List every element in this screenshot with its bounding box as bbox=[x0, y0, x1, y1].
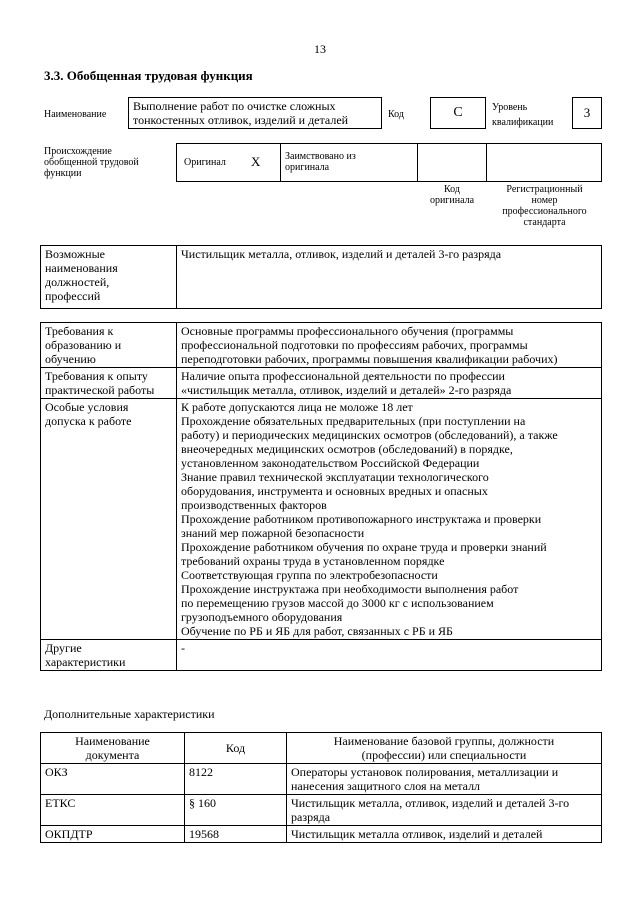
code-original-caption-line-1: Код bbox=[444, 184, 460, 195]
code-original-caption bbox=[417, 184, 487, 206]
header-doc-line-2: документа bbox=[85, 748, 140, 762]
admission-line: Прохождение работником противопожарного инструктажа и проверки bbox=[181, 512, 542, 526]
code-cell: 19568 bbox=[185, 826, 287, 843]
additional-title: Дополнительные характеристики bbox=[44, 707, 215, 721]
level-value: 3 bbox=[583, 105, 591, 120]
origin-divider-3 bbox=[486, 143, 487, 182]
admission-line: установленном законодательством Российской Федерации bbox=[181, 456, 480, 470]
name-cell-line: Чистильщик металла, отливок, изделий и деталей 3-го bbox=[291, 796, 570, 810]
level-label-line-1: Уровень bbox=[492, 102, 528, 113]
admission-line: Прохождение обязательных предварительных (при поступлении на bbox=[181, 414, 526, 428]
origin-label bbox=[44, 146, 139, 179]
name-cell-line: разряда bbox=[291, 810, 331, 824]
admission-line: требований охраны труда в установленном порядке bbox=[181, 554, 445, 568]
other-label-line-1: Другие bbox=[45, 641, 82, 655]
admission-value bbox=[177, 399, 602, 640]
level-label bbox=[492, 102, 553, 128]
doc-cell: ОКЗ bbox=[41, 764, 185, 795]
additional-table bbox=[40, 732, 602, 843]
admission-line: знаний мер пожарной безопасности bbox=[181, 526, 365, 540]
admission-line: Знание правил технической эксплуатации технологического bbox=[181, 470, 489, 484]
education-label-line-3: обучению bbox=[45, 352, 96, 366]
name-cell-line: нанесения защитного слоя на металл bbox=[291, 779, 481, 793]
registration-caption-line-4: стандарта bbox=[523, 217, 566, 228]
admission-line: оборудования, инструмента и основных вредных и опасных bbox=[181, 484, 488, 498]
borrowed-label-line-1: Заимствовано из bbox=[285, 151, 356, 162]
requirements-table bbox=[40, 322, 602, 671]
admission-line: по перемещению грузов массой до 3000 кг с использованием bbox=[181, 596, 494, 610]
experience-value-line-1: Наличие опыта профессиональной деятельности по профессии bbox=[181, 369, 505, 383]
admission-line: производственных факторов bbox=[181, 498, 327, 512]
header-name-line-1: Наименование базовой группы, должности bbox=[333, 734, 555, 748]
section-title: 3.3. Обобщенная трудовая функция bbox=[44, 68, 253, 83]
admission-line: Обучение по РБ и ЯБ для работ, связанных с РБ и ЯБ bbox=[181, 624, 453, 638]
header-code: Код bbox=[185, 733, 287, 764]
name-cell-line: Чистильщик металла отливок, изделий и деталей bbox=[291, 827, 543, 841]
original-mark: X bbox=[251, 154, 261, 169]
positions-label-line-2: наименования bbox=[45, 261, 118, 275]
other-value-line-1: - bbox=[181, 641, 185, 655]
doc-cell: ЕТКС bbox=[41, 795, 185, 826]
admission-line: работу) и периодических медицинских осмотров (обследований), а также bbox=[181, 428, 558, 442]
education-label-line-1: Требования к bbox=[45, 324, 114, 338]
admission-label-line-1: Особые условия bbox=[45, 400, 129, 414]
admission-line: внеочередных медицинских осмотров (обследований) в порядке, bbox=[181, 442, 513, 456]
origin-label-line-1: Происхождение bbox=[44, 146, 112, 157]
other-label bbox=[41, 640, 177, 671]
table-row bbox=[41, 795, 602, 826]
education-value-line-1: Основные программы профессионального обучения (программы bbox=[181, 324, 514, 338]
experience-label-line-1: Требования к опыту bbox=[45, 369, 148, 383]
table-row bbox=[41, 640, 602, 671]
header-doc-line-1: Наименование bbox=[75, 734, 150, 748]
other-label-line-2: характеристики bbox=[45, 655, 126, 669]
table-row bbox=[41, 399, 602, 640]
code-value-box bbox=[430, 97, 486, 129]
name-cell-line: Операторы установок полирования, металлизации и bbox=[291, 765, 559, 779]
origin-divider-1 bbox=[280, 143, 281, 182]
education-value-line-2: профессиональной подготовки по профессиям рабочих, программы bbox=[181, 338, 528, 352]
table-row bbox=[41, 764, 602, 795]
registration-caption-line-1: Регистрационный bbox=[506, 184, 583, 195]
admission-line: Прохождение работником обучения по охране труда и проверки знаний bbox=[181, 540, 547, 554]
header-name bbox=[287, 733, 602, 764]
name-cell bbox=[287, 795, 602, 826]
header-name-line-2: (профессии) или специальности bbox=[361, 748, 527, 762]
admission-line: грузоподъемного оборудования bbox=[181, 610, 343, 624]
registration-caption bbox=[487, 184, 602, 228]
table-row bbox=[41, 826, 602, 843]
header-doc bbox=[41, 733, 185, 764]
function-name-line-1: Выполнение работ по очистке сложных bbox=[133, 99, 336, 113]
experience-value bbox=[177, 368, 602, 399]
level-label-line-2: квалификации bbox=[492, 117, 554, 128]
positions-table bbox=[40, 245, 602, 309]
doc-cell: ОКПДТР bbox=[41, 826, 185, 843]
table-row bbox=[41, 368, 602, 399]
education-value bbox=[177, 323, 602, 368]
page-number: 13 bbox=[314, 42, 326, 56]
positions-label-line-4: профессий bbox=[45, 289, 101, 303]
table-header-row bbox=[41, 733, 602, 764]
admission-label-line-2: допуска к работе bbox=[45, 414, 132, 428]
origin-label-line-3: функции bbox=[44, 168, 82, 179]
origin-divider-2 bbox=[417, 143, 418, 182]
name-cell bbox=[287, 764, 602, 795]
level-value-box bbox=[572, 97, 602, 129]
origin-label-line-2: обобщенной трудовой bbox=[44, 157, 139, 168]
admission-line: Соответствующая группа по электробезопасности bbox=[181, 568, 438, 582]
positions-value: Чистильщик металла, отливок, изделий и деталей 3-го разряда bbox=[177, 246, 602, 309]
borrowed-label bbox=[285, 151, 356, 173]
positions-label-line-1: Возможные bbox=[45, 247, 105, 261]
education-value-line-3: переподготовки рабочих, программы повышения квалификации рабочих) bbox=[181, 352, 558, 366]
code-cell: § 160 bbox=[185, 795, 287, 826]
positions-label bbox=[41, 246, 177, 309]
experience-label-line-2: практической работы bbox=[45, 383, 155, 397]
function-name-box bbox=[128, 97, 382, 129]
origin-table bbox=[176, 143, 602, 182]
other-value bbox=[177, 640, 602, 671]
experience-label bbox=[41, 368, 177, 399]
positions-label-line-3: должностей, bbox=[45, 275, 110, 289]
function-name-line-2: тонкостенных отливок, изделий и деталей bbox=[133, 113, 349, 127]
code-value: C bbox=[453, 105, 463, 120]
admission-line: Прохождение инструктажа при необходимости выполнения работ bbox=[181, 582, 519, 596]
code-original-caption-line-2: оригинала bbox=[429, 195, 475, 206]
borrowed-label-line-2: оригинала bbox=[285, 162, 330, 173]
original-label: Оригинал bbox=[184, 157, 226, 168]
admission-label bbox=[41, 399, 177, 640]
name-cell bbox=[287, 826, 602, 843]
registration-caption-line-2: номер bbox=[531, 195, 558, 206]
education-label bbox=[41, 323, 177, 368]
code-cell: 8122 bbox=[185, 764, 287, 795]
code-label: Код bbox=[388, 109, 404, 120]
name-label: Наименование bbox=[44, 109, 107, 120]
experience-value-line-2: «чистильщик металла, отливок, изделий и деталей» 2-го разряда bbox=[181, 383, 512, 397]
table-row bbox=[41, 323, 602, 368]
admission-line: К работе допускаются лица не моложе 18 лет bbox=[181, 400, 413, 414]
registration-caption-line-3: профессионального bbox=[502, 206, 587, 217]
education-label-line-2: образованию и bbox=[45, 338, 122, 352]
